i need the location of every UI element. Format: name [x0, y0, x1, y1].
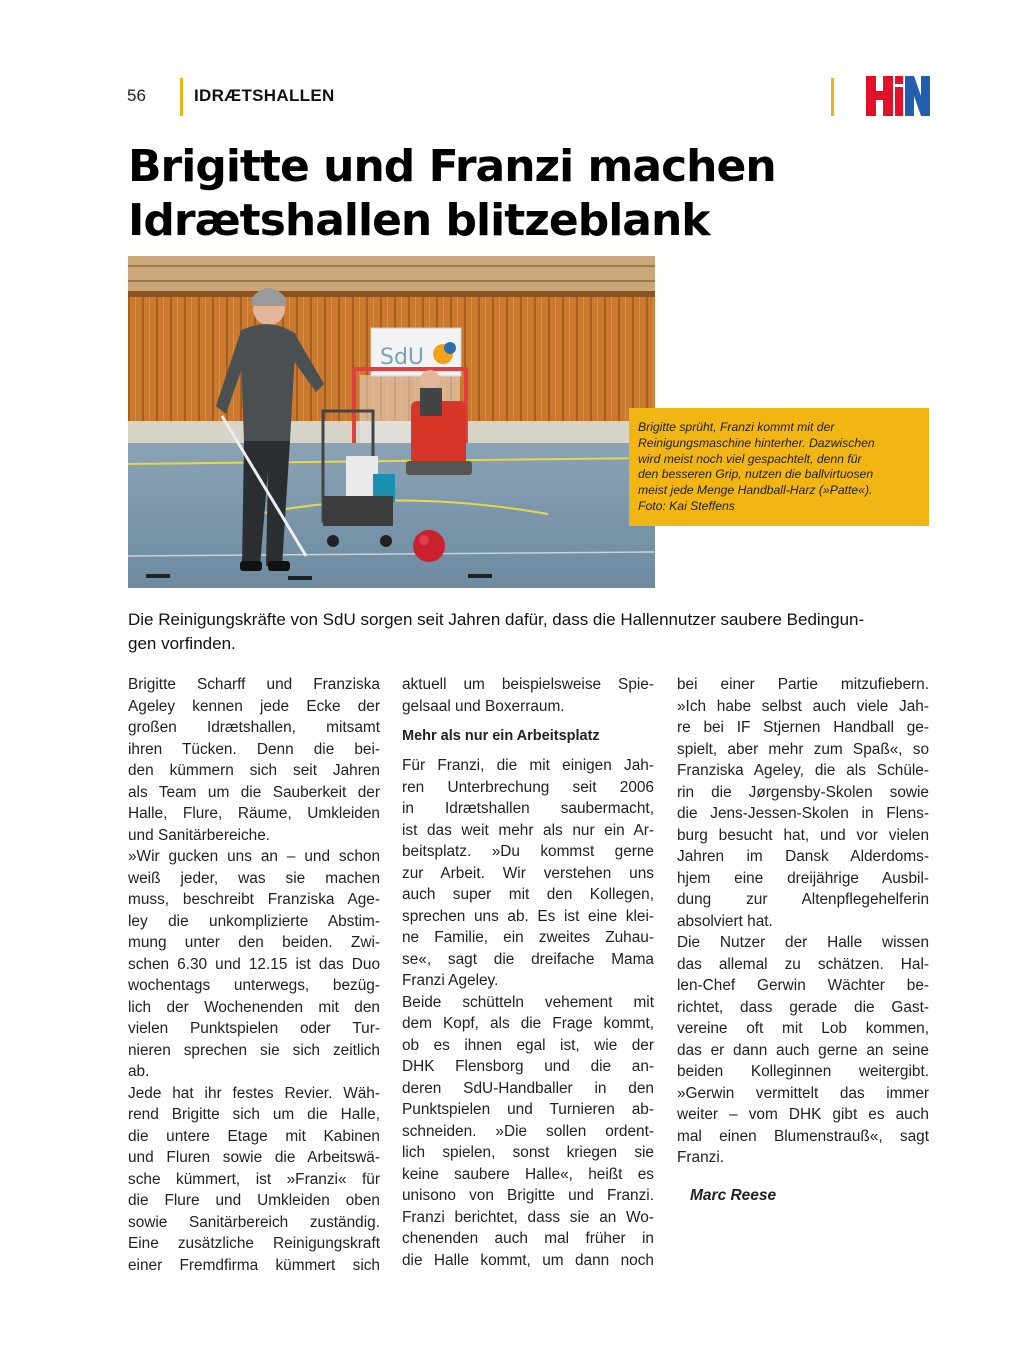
body-line: burg besucht hat, und vor vielen [677, 826, 929, 844]
caption-line: Reinigungsmaschine hinterher. Dazwischen [638, 435, 875, 450]
body-line: weiß jeder, was sie machen [128, 869, 380, 887]
body-line: das er dann auch gerne an seine [677, 1041, 929, 1059]
body-line: Franziska Ageley, die als Schüle- [677, 762, 929, 779]
body-line: ren Unterbrechung seit 2006 [402, 778, 654, 796]
body-line: dung zur Altenpflegehelferin [677, 891, 929, 908]
body-line: DHK Flensborg und die an- [402, 1058, 654, 1075]
body-line: Beide schütteln vehement mit [402, 993, 654, 1011]
body-line: sprechen uns ab. Es ist eine klei- [402, 907, 654, 925]
body-line: ne Familie, ein zweites Zuhau- [402, 929, 654, 946]
body-line: muss, beschreibt Franziska Age- [128, 891, 380, 908]
body-line: len-Chef Gerwin Wächter be- [677, 977, 929, 994]
body-line: keine saubere Halle«, heißt es [402, 1165, 654, 1183]
body-line: Jahren im Dansk Alderdoms- [677, 848, 929, 865]
body-line: bei einer Partie mitzufiebern. [677, 676, 929, 693]
page-header [0, 0, 1018, 130]
body-line: sowie Sanitärbereich zuständig. [128, 1213, 380, 1231]
body-line: sche kümmert, ist »Franzi« für [128, 1170, 380, 1188]
lede-line: gen vorfinden. [128, 634, 236, 653]
body-line: mal einen Blumenstrauß«, sagt [677, 1127, 929, 1145]
body-line: deren SdU-Handballer in den [402, 1079, 654, 1097]
body-line: die Halle kommt, um dann noch [402, 1251, 654, 1269]
body-line: die Flure und Umkleiden oben [128, 1192, 380, 1209]
body-line: lich spielen, sonst kriegen sie [402, 1144, 654, 1161]
body-line: beiden Kolleginnen weitergibt. [677, 1063, 929, 1080]
body-line: ob es ihnen egal ist, wie der [402, 1036, 654, 1054]
body-column-2 [402, 674, 654, 1271]
body-line: die untere Etage mit Kabinen [128, 1127, 380, 1145]
body-line: unisono von Brigitte und Franzi. [402, 1187, 654, 1204]
body-line: Brigitte Scharff und Franziska [128, 676, 380, 693]
author-byline: Marc Reese [690, 1187, 777, 1204]
body-line: das allemal zu schätzen. Hal- [677, 955, 929, 973]
body-line: spielt, aber mehr zum Spaß«, so [677, 740, 929, 758]
body-line: und Sanitärbereiche. [128, 826, 271, 844]
body-line: se«, sagt die dreifache Mama [402, 950, 654, 968]
body-line: schen 6.30 und 12.15 ist das Duo [128, 955, 380, 973]
body-line: einer Fremdfirma kümmert sich [128, 1256, 380, 1274]
body-line: rin die Jørgensby-Skolen sowie [677, 783, 929, 801]
body-line: Franzi berichtet, dass sie an Wo- [402, 1208, 654, 1226]
body-line: Franzi. [677, 1149, 725, 1166]
body-line: wochentags unterwegs, bezüg- [128, 977, 380, 994]
body-line: Franzi Ageley. [402, 972, 499, 989]
header-divider [180, 78, 183, 116]
article-lede [128, 608, 928, 656]
body-line: »Ich habe selbst auch viele Jah- [677, 697, 929, 715]
body-line: beitsplatz. »Du kommst gerne [402, 843, 654, 860]
caption-line: Brigitte sprüht, Franzi kommt mit der [638, 420, 835, 434]
article-headline [128, 140, 908, 248]
caption-line: wird meist noch viel gespachtelt, denn für [638, 451, 862, 466]
body-line: als Team um die Sauberkeit der [128, 783, 380, 801]
caption-line: den besseren Grip, nutzen die ballvirtuosen [638, 467, 874, 482]
photo-caption [629, 408, 929, 526]
gym-cleaning-photo [128, 256, 655, 588]
body-line: lich der Wochenenden mit den [128, 998, 380, 1016]
body-column-3 [677, 674, 929, 1169]
body-line: ist das weit mehr als nur ein Ar- [402, 821, 654, 839]
body-line: weiter – vom DHK gibt es auch [677, 1106, 929, 1123]
body-line: chenenden auch mal früher in [402, 1230, 654, 1247]
body-line: Halle, Flure, Räume, Umkleiden [128, 805, 380, 822]
page-number: 56 [127, 86, 146, 105]
body-line: zur Arbeit. Wir verstehen uns [402, 864, 654, 882]
body-line: re bei IF Stjernen Handball ge- [677, 719, 929, 736]
body-line: Ageley kennen jede Ecke der [128, 697, 380, 715]
body-line: nieren sprechen sie sich zeitlich [128, 1041, 380, 1059]
lede-line: Die Reinigungskräfte von SdU sorgen seit Jahren dafür, dass die Hallennutzer saubere Bedingun- [128, 610, 865, 629]
body-line: rend Brigitte sich um die Halle, [128, 1106, 380, 1123]
body-line: ihren Tücken. Denn die bei- [128, 740, 380, 758]
body-line: gelsaal und Boxerraum. [402, 697, 565, 715]
body-line: in Idrætshallen saubermacht, [402, 800, 654, 817]
body-line: vielen Punktspielen oder Tur- [128, 1020, 380, 1037]
hin-logo [866, 74, 930, 118]
caption-credit: Foto: Kai Steffens [638, 498, 735, 513]
body-line: ab. [128, 1063, 150, 1080]
logo-divider [831, 78, 834, 116]
body-line: die Jens-Jessen-Skolen in Flens- [677, 805, 929, 822]
svg-text:SdU: SdU [380, 345, 425, 370]
headline-line-2: Idrætshallen blitzeblank [128, 195, 710, 246]
headline-line-1: Brigitte und Franzi machen [128, 141, 776, 192]
body-line: den kümmern sich seit Jahren [128, 762, 380, 779]
body-line: mung unter den beiden. Zwi- [128, 934, 380, 951]
body-line: schneiden. »Die sollen ordent- [402, 1122, 654, 1140]
body-line: richtet, dass gerade die Gast- [677, 998, 929, 1016]
body-line: hjem eine dreijährige Ausbil- [677, 869, 929, 887]
body-line: Für Franzi, die mit einigen Jah- [402, 757, 654, 774]
article-photo [128, 256, 655, 588]
section-title: IDRÆTSHALLEN [194, 86, 335, 105]
body-line: Punktspielen und Turnieren ab- [402, 1101, 654, 1118]
body-line: Eine zusätzliche Reinigungskraft [128, 1235, 380, 1252]
body-line: vereine oft mit Lob kommen, [677, 1020, 929, 1037]
body-line: Jede hat ihr festes Revier. Wäh- [128, 1084, 380, 1102]
body-column-1 [128, 674, 380, 1276]
body-line: großen Idrætshallen, mitsamt [128, 719, 380, 736]
caption-line: meist jede Menge Handball-Harz (»Patte«). [638, 483, 873, 498]
body-line: auch super mit den Kollegen, [402, 886, 654, 903]
section-subheading: Mehr als nur ein Arbeitsplatz [402, 728, 600, 744]
body-line: und Fluren sowie die Arbeitswä- [128, 1149, 380, 1166]
body-line: »Gerwin vermittelt das immer [677, 1084, 929, 1102]
body-line: Die Nutzer der Halle wissen [677, 934, 929, 951]
body-line: dem Kopf, als die Frage kommt, [402, 1015, 654, 1032]
body-line: ley die unkomplizierte Abstim- [128, 912, 380, 930]
body-line: »Wir gucken uns an – und schon [128, 848, 380, 865]
body-line: absolviert hat. [677, 912, 773, 930]
body-line: aktuell um beispielsweise Spie- [402, 676, 654, 693]
